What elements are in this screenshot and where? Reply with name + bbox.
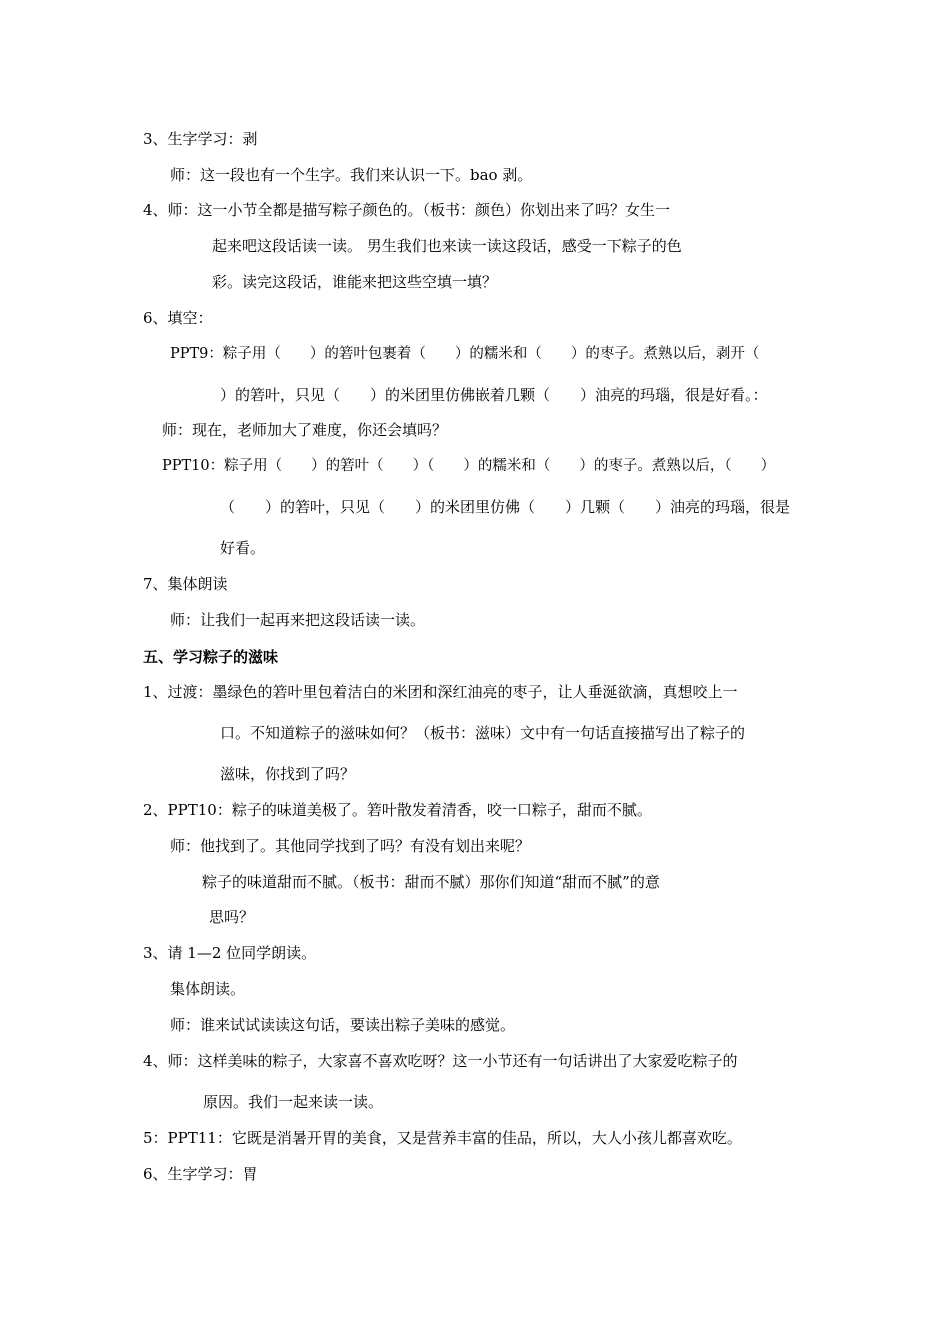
- text-line: 师：现在，老师加大了难度，你还会填吗？: [162, 421, 448, 439]
- text-line: 7、集体朗读: [143, 575, 228, 593]
- text-line: 滋味，你找到了吗？: [220, 765, 356, 783]
- text-line: 粽子的味道甜而不腻。（板书：甜而不腻）那你们知道“甜而不腻”的意: [202, 873, 660, 891]
- text-line: PPT10：粽子用（ ）的箬叶（ ）（ ）的糯米和（ ）的枣子。煮熟以后，（ ）: [162, 458, 776, 474]
- text-line: 6、填空：: [143, 309, 213, 327]
- text-line: 集体朗读。: [170, 980, 246, 998]
- text-line: 3、生字学习：剥: [143, 130, 258, 148]
- text-line: 彩。读完这段话，谁能来把这些空填一填？: [212, 273, 498, 291]
- text-line: 好看。: [220, 539, 266, 557]
- text-line: 师：让我们一起再来把这段话读一读。: [170, 611, 426, 629]
- text-line: 4、师：这样美味的粽子，大家喜不喜欢吃呀？这一小节还有一句话讲出了大家爱吃粽子的: [143, 1052, 738, 1070]
- text-line: PPT9：粽子用（ ）的箬叶包裹着（ ）的糯米和（ ）的枣子。煮熟以后，剥开（: [170, 346, 760, 362]
- text-line: 起来吧这段话读一读。 男生我们也来读一读这段话，感受一下粽子的色: [212, 237, 682, 255]
- text-line: ）的箬叶，只见（ ）的米团里仿佛嵌着几颗（ ）油亮的玛瑙，很是好看。：: [220, 386, 768, 404]
- text-line: 1、过渡：墨绿色的箬叶里包着洁白的米团和深红油亮的枣子，让人垂涎欲滴，真想咬上一: [143, 683, 738, 701]
- text-line: 2、PPT10：粽子的味道美极了。箬叶散发着清香，咬一口粽子，甜而不腻。: [143, 801, 652, 819]
- text-line: 口。不知道粽子的滋味如何？（板书：滋味）文中有一句话直接描写出了粽子的: [220, 724, 746, 742]
- text-line: 6、生字学习：胃: [143, 1165, 258, 1183]
- text-line: 师：这一段也有一个生字。我们来认识一下。bao 剥。: [170, 166, 533, 184]
- text-line: 思吗？: [209, 908, 255, 926]
- text-line: 原因。我们一起来读一读。: [203, 1093, 384, 1111]
- text-line: 5：PPT11：它既是消暑开胃的美食，又是营养丰富的佳品，所以，大人小孩儿都喜欢吃。: [143, 1129, 742, 1147]
- text-line: 师：他找到了。其他同学找到了吗？有没有划出来呢？: [170, 837, 531, 855]
- text-line: （ ）的箬叶，只见（ ）的米团里仿佛（ ）几颗（ ）油亮的玛瑙，很是: [220, 498, 791, 516]
- text-line: 3、请 1—2 位同学朗读。: [143, 944, 317, 962]
- text-line: 4、师：这一小节全都是描写粽子颜色的。（板书：颜色）你划出来了吗？女生一: [143, 201, 671, 219]
- text-line: 师：谁来试试读读这句话，要读出粽子美味的感觉。: [170, 1016, 516, 1034]
- section-heading: 五、学习粽子的滋味: [143, 648, 279, 666]
